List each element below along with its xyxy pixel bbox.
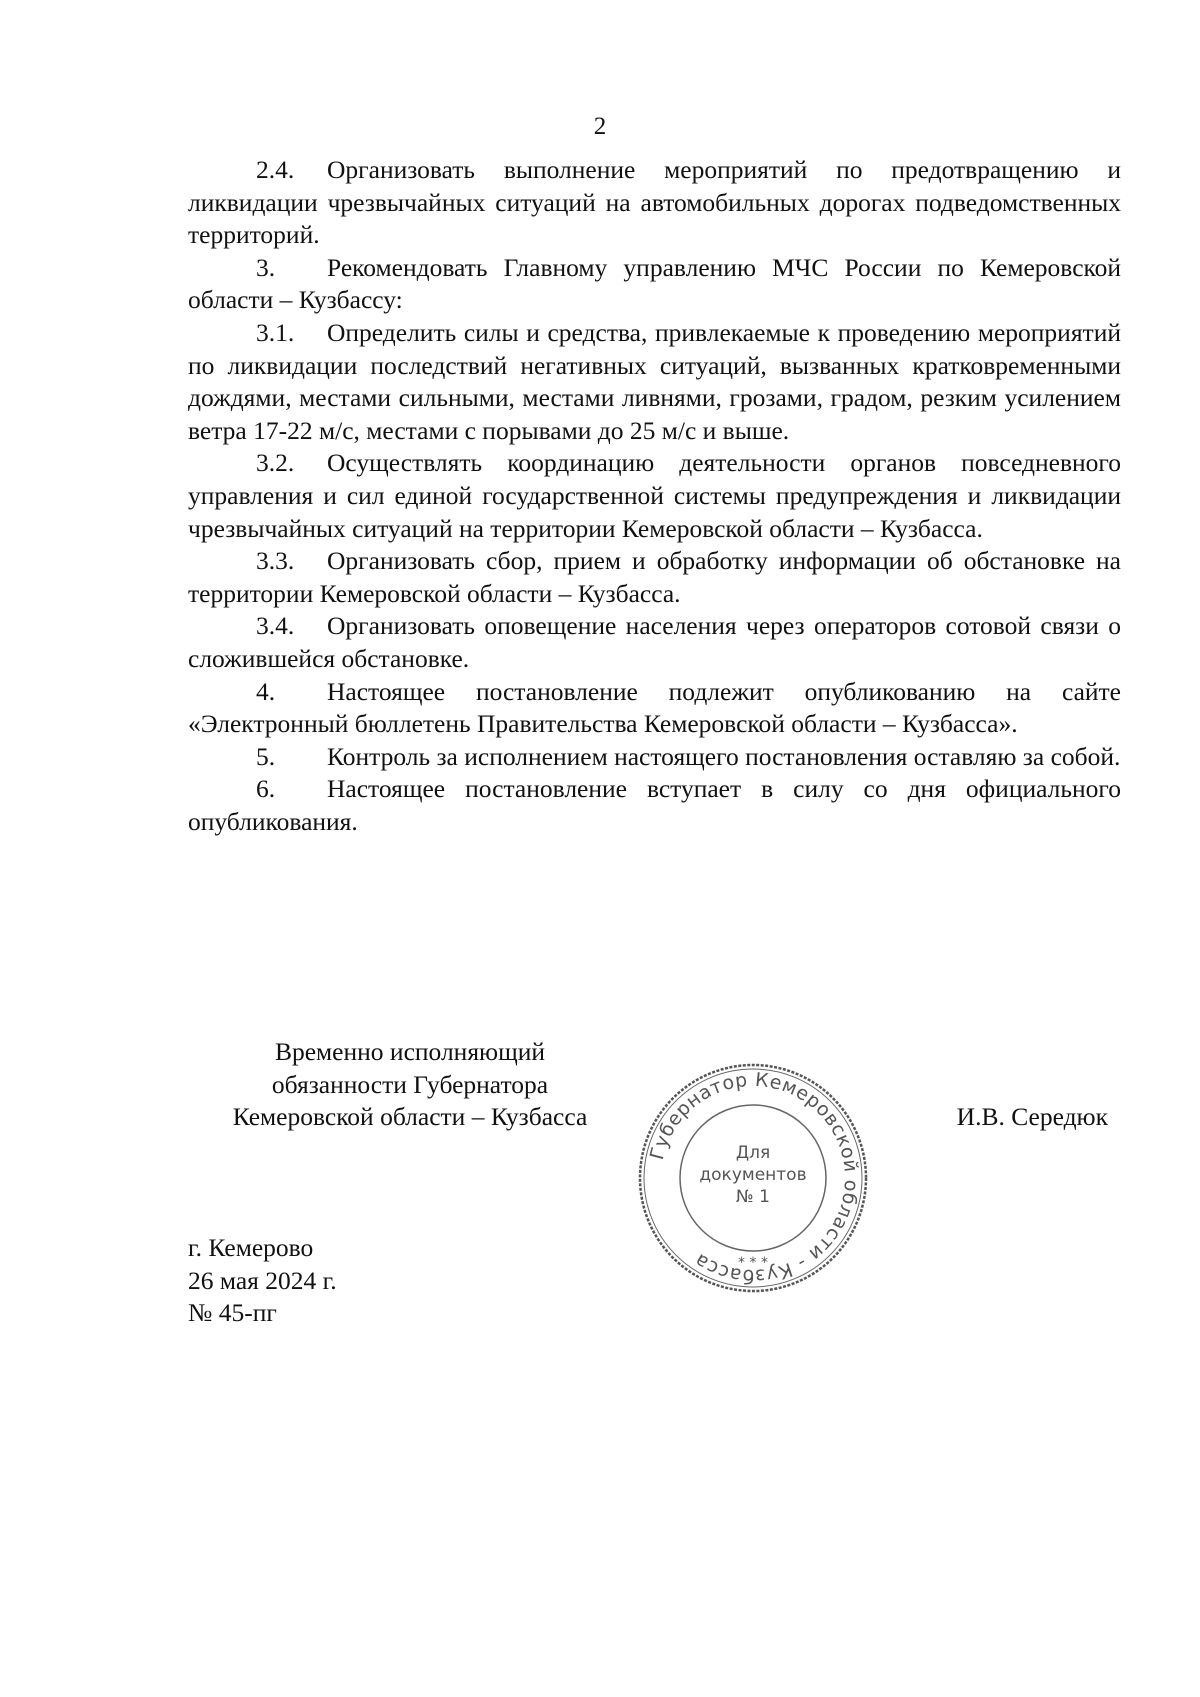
stamp-stars: * * * — [738, 1255, 768, 1271]
stamp-center-line: документов — [699, 1165, 807, 1185]
signer-name: И.В. Середюк — [956, 1102, 1108, 1131]
paragraph-number: 3. — [256, 252, 276, 282]
paragraph-2-4 — [188, 154, 1121, 252]
document-date: 26 мая 2024 г. — [188, 1265, 337, 1295]
paragraph-3-3 — [188, 545, 1121, 610]
paragraph-number: 2.4. — [256, 155, 295, 184]
document-footer — [188, 1232, 337, 1330]
paragraph-text: Организовать выполнение мероприятий по предотвращению и ликвидации чрезвычайных ситуаций на автомобильных дорогах подведомственных территорий. — [188, 155, 1121, 250]
paragraph-6 — [188, 773, 1121, 838]
paragraph-number: 3.1. — [256, 317, 295, 347]
document-body — [188, 154, 1121, 838]
paragraph-5 — [188, 741, 1121, 774]
paragraph-text: Настоящее постановление подлежит опубликованию на сайте «Электронный бюллетень Правительства Кемеровской области – Кузбасса». — [188, 676, 1121, 739]
paragraph-number: 6. — [256, 774, 276, 804]
paragraph-text: Контроль за исполнением настоящего постановления оставляю за собой. — [327, 741, 1121, 771]
signature-title — [200, 1036, 620, 1134]
signature-title-line: обязанности Губернатора — [271, 1069, 549, 1099]
signature-title-line: Временно исполняющий — [274, 1037, 546, 1066]
stamp-ring-text: Губернатор Кемеровской области - Кузбасса — [645, 1068, 863, 1288]
paragraph-3-4 — [188, 610, 1121, 675]
stamp-center-line: Для — [735, 1143, 771, 1163]
paragraph-number: 5. — [256, 741, 276, 771]
paragraph-text: Определить силы и средства, привлекаемые к проведению мероприятий по ликвидации последствий негативных ситуаций, вызванных кратковременными дождями, местами сильными, местами ливнями, грозами, градом, резким усилением ветра 17-22 м/с, местами с порывами до 25 м/с и выше. — [188, 317, 1121, 445]
paragraph-3 — [188, 252, 1121, 317]
document-city: г. Кемерово — [188, 1233, 314, 1262]
document-number: № 45-пг — [188, 1298, 277, 1328]
official-stamp — [633, 1058, 873, 1298]
paragraph-number: 3.3. — [256, 546, 295, 576]
paragraph-text: Осуществлять координацию деятельности органов повседневного управления и сил единой государственной системы предупреждения и ликвидации чрезвычайных ситуаций на территории Кемеровской области – Кузбасса. — [188, 448, 1121, 543]
paragraph-number: 3.2. — [256, 448, 295, 478]
paragraph-number: 4. — [256, 676, 276, 706]
paragraph-3-1 — [188, 317, 1121, 447]
paragraph-text: Организовать сбор, прием и обработку информации об обстановке на территории Кемеровской области – Кузбасса. — [188, 546, 1121, 608]
signature-title-line: Кемеровской области – Кузбасса — [232, 1102, 588, 1132]
paragraph-4 — [188, 676, 1121, 741]
page-number: 2 — [593, 113, 607, 140]
paragraph-text: Настоящее постановление вступает в силу со дня официального опубликования. — [188, 774, 1121, 836]
paragraph-number: 3.4. — [256, 611, 295, 641]
paragraph-text: Рекомендовать Главному управлению МЧС России по Кемеровской области – Кузбассу: — [188, 252, 1121, 315]
paragraph-text: Организовать оповещение населения через операторов сотовой связи о сложившейся обстановке. — [188, 611, 1121, 673]
stamp-center-line: № 1 — [736, 1187, 770, 1207]
paragraph-3-2 — [188, 447, 1121, 545]
